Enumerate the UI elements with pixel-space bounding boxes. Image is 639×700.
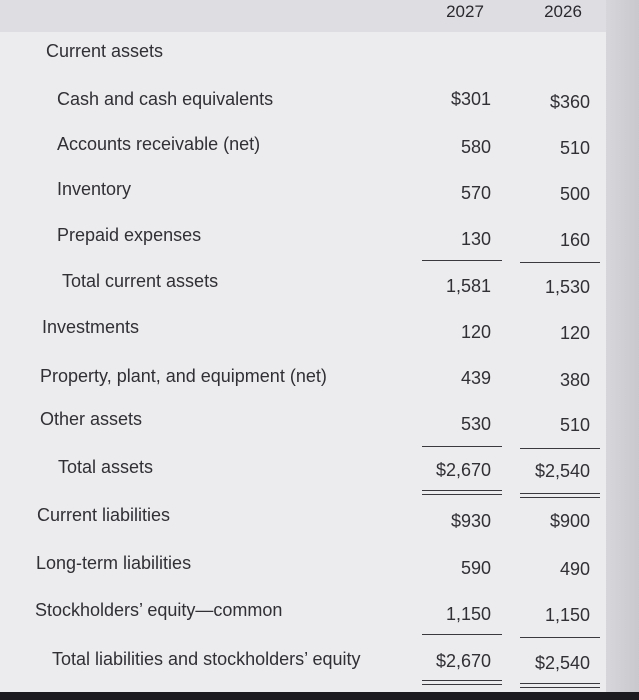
subtotal-rule: [422, 634, 502, 635]
column-header-2027: 2027: [446, 2, 484, 21]
value-2027: $930: [450, 511, 491, 531]
value-2027: 130: [460, 229, 491, 249]
total-double-rule: [422, 680, 502, 685]
value-2027: 439: [460, 368, 491, 388]
value-2027: $2,670: [435, 460, 491, 480]
subtotal-rule: [520, 448, 600, 449]
row-label: Stockholders’ equity—common: [35, 600, 283, 620]
bottom-bar: [0, 692, 639, 700]
value-2026: $2,540: [534, 653, 590, 673]
row-label: Other assets: [40, 409, 143, 429]
value-2027: 1,150: [445, 604, 491, 624]
row-label: Accounts receivable (net): [57, 134, 261, 154]
value-2027: 590: [460, 558, 491, 578]
value-2026: 1,150: [544, 605, 590, 625]
total-row: [0, 647, 606, 677]
value-2026: 510: [559, 415, 590, 435]
total-row: [0, 455, 606, 485]
value-2026: $2,540: [534, 461, 590, 481]
value-2027: 570: [460, 183, 491, 203]
row-label: Total current assets: [62, 271, 219, 291]
value-2027: 580: [460, 137, 491, 157]
row-label: Current liabilities: [37, 505, 171, 525]
value-2027: 1,581: [445, 276, 491, 296]
value-2026: $900: [549, 511, 590, 531]
total-double-rule: [520, 493, 600, 498]
subtotal-row: [0, 269, 606, 299]
value-2027: $301: [450, 89, 491, 109]
table-row: [0, 503, 606, 533]
row-label: Inventory: [57, 179, 132, 199]
row-label: Property, plant, and equipment (net): [40, 366, 327, 386]
value-2026: 380: [559, 370, 590, 390]
table-row: [0, 364, 606, 394]
value-2027: 120: [460, 322, 491, 342]
table-row: [0, 87, 606, 117]
row-label: Prepaid expenses: [57, 225, 202, 245]
subtotal-rule: [520, 637, 600, 638]
row-label: Total liabilities and stockholders’ equity: [52, 649, 361, 669]
value-2026: 490: [559, 559, 590, 579]
table-row: [0, 132, 606, 162]
table-row: [0, 551, 606, 581]
subtotal-rule: [422, 446, 502, 447]
row-label: Long-term liabilities: [36, 553, 192, 573]
row-label: Current assets: [46, 41, 164, 61]
value-2026: 160: [559, 230, 590, 250]
value-2026: $360: [549, 92, 590, 112]
header-band: [0, 0, 606, 32]
table-row: [0, 315, 606, 345]
total-double-rule: [422, 490, 502, 495]
section-current-assets: [0, 39, 606, 69]
value-2026: 120: [559, 323, 590, 343]
value-2026: 1,530: [544, 277, 590, 297]
value-2027: 530: [460, 414, 491, 434]
subtotal-rule: [422, 260, 502, 261]
table-row: [0, 177, 606, 207]
column-header-2026: 2026: [544, 2, 582, 21]
value-2027: $2,670: [435, 651, 491, 671]
value-2026: 510: [559, 138, 590, 158]
value-2026: 500: [559, 184, 590, 204]
page-edge: [606, 0, 639, 700]
table-row: [0, 407, 606, 437]
table-row: [0, 223, 606, 253]
row-label: Cash and cash equivalents: [57, 89, 274, 109]
row-label: Investments: [42, 317, 140, 337]
row-label: Total assets: [58, 457, 154, 477]
subtotal-rule: [520, 262, 600, 263]
total-double-rule: [520, 683, 600, 688]
table-row: [0, 598, 606, 628]
